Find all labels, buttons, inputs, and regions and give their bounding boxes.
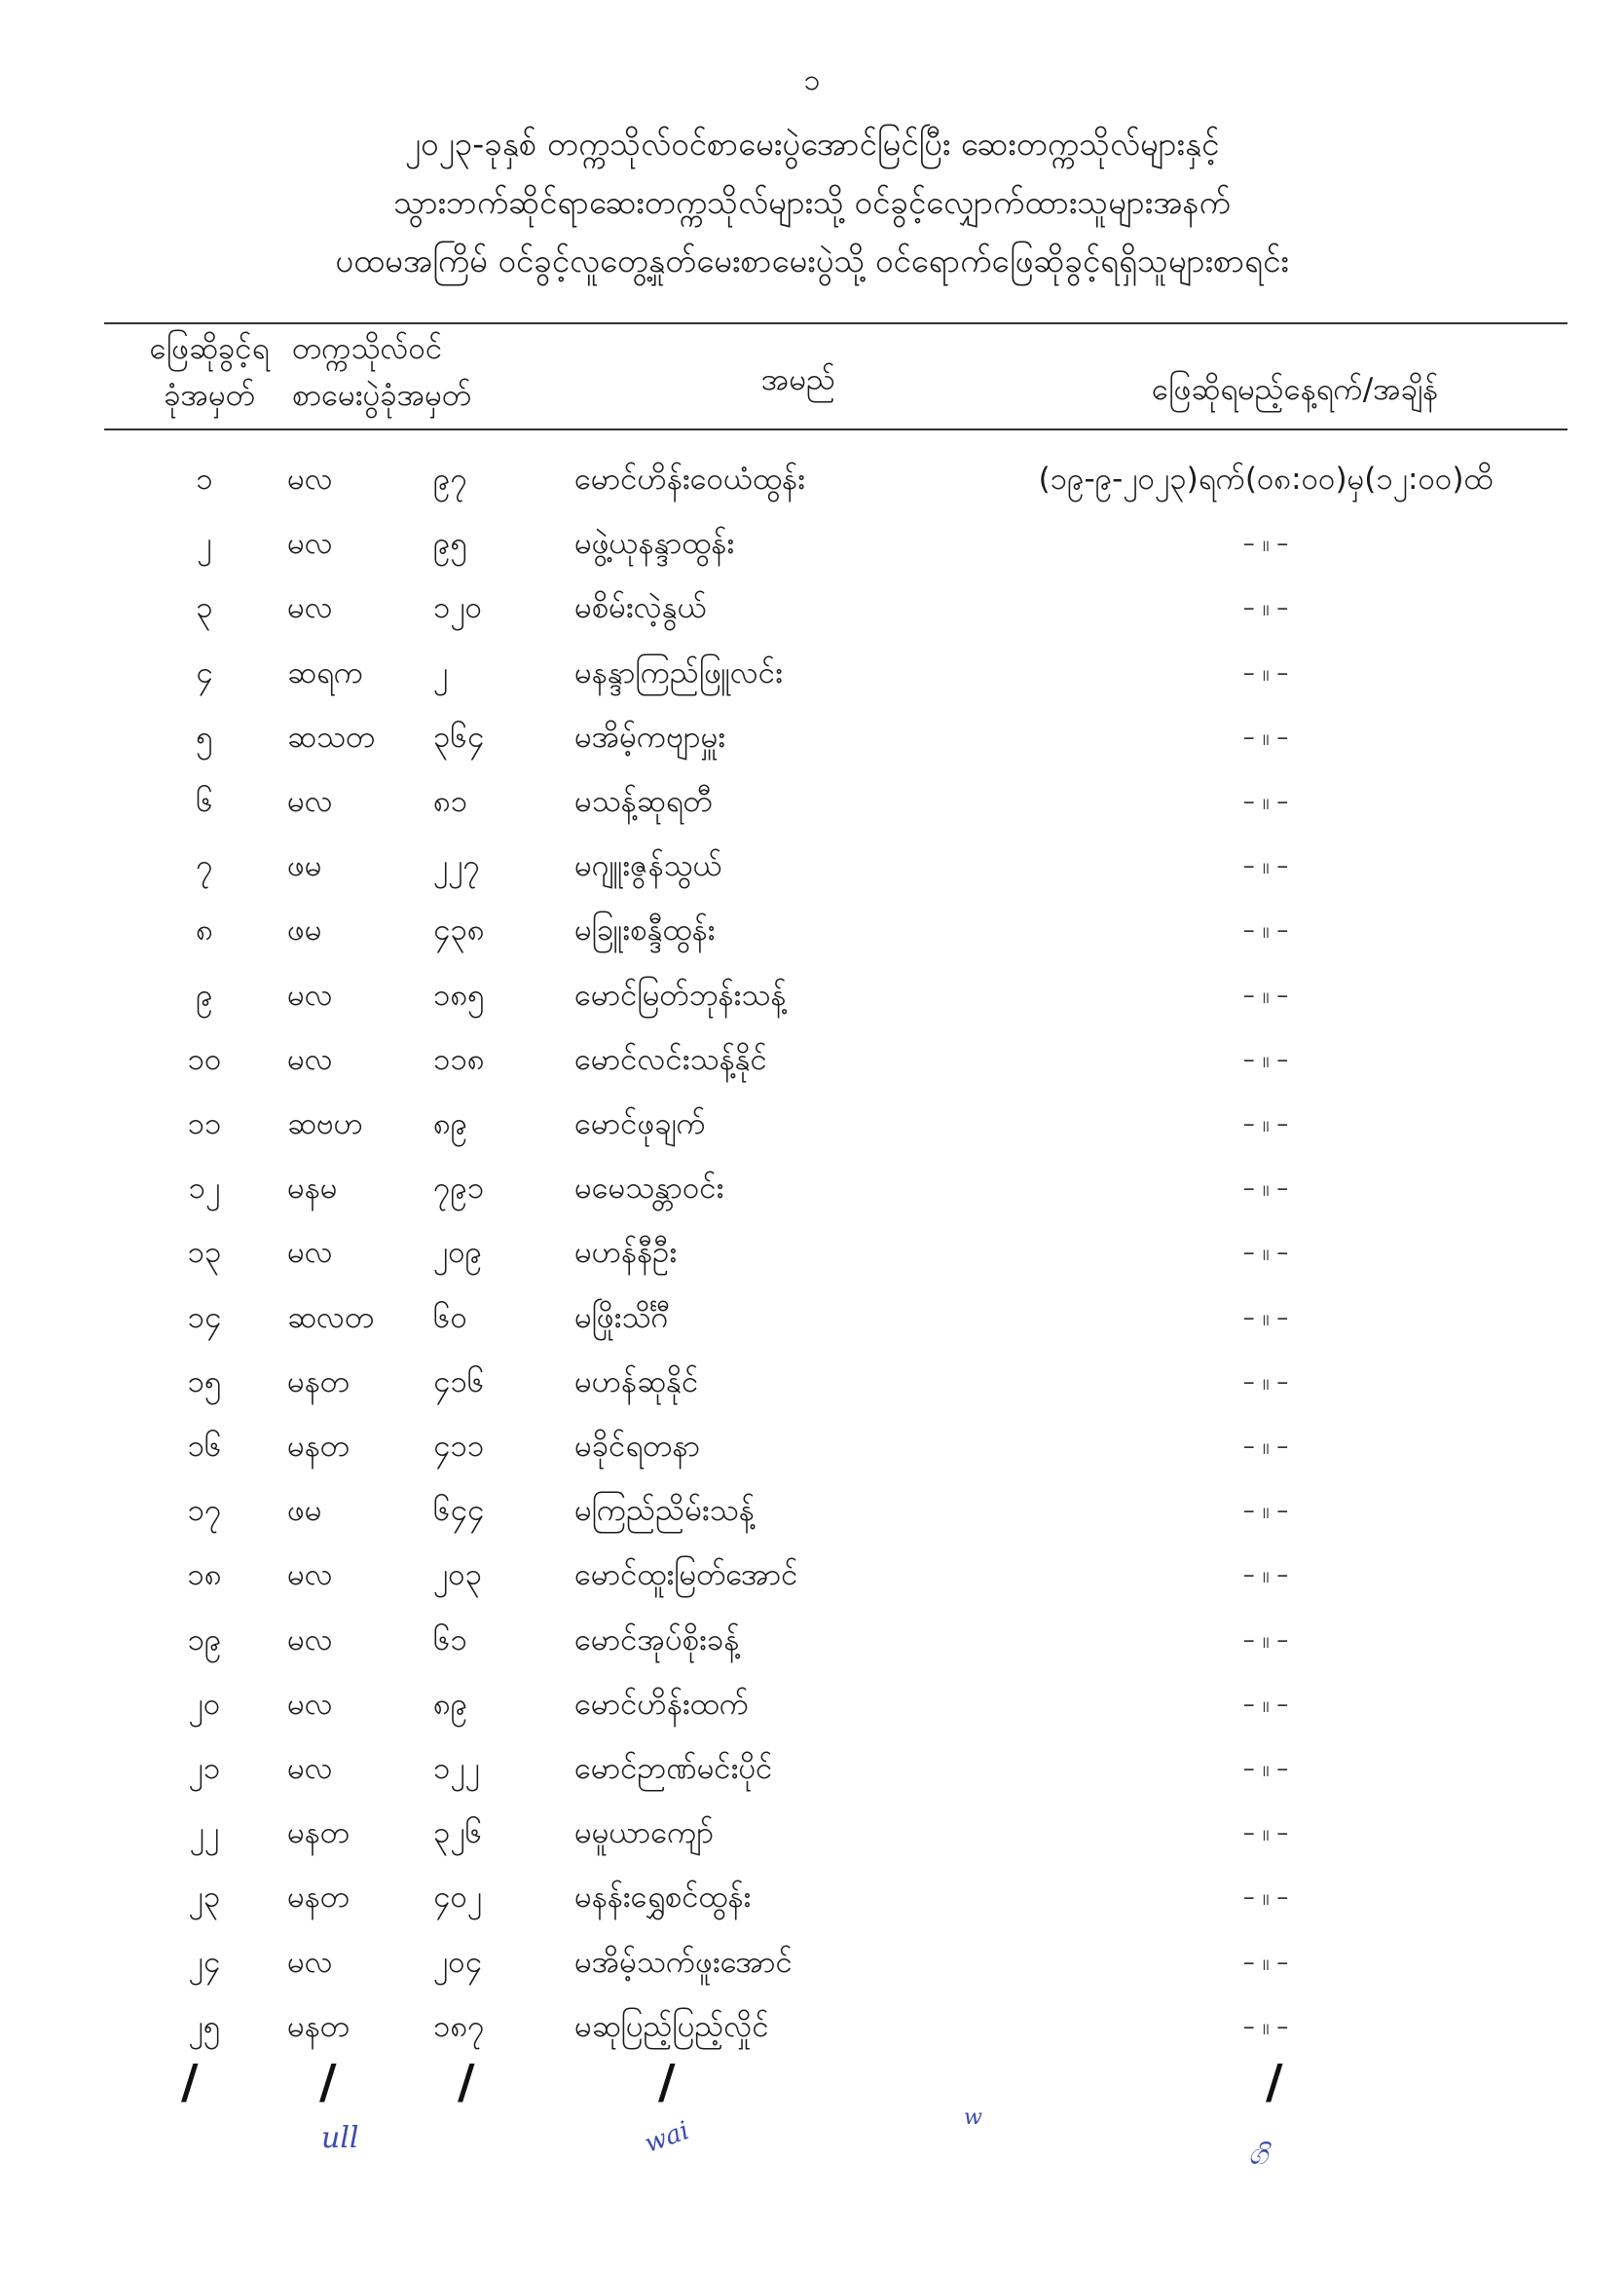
cell-name: မောင်ဟိန်းဝေယံထွန်း [574, 462, 805, 497]
header-name: အမည် [760, 362, 836, 397]
title-line-2: သွားဘက်ဆိုင်ရာဆေးတက္ကသိုလ်များသို့ ဝင်ခွင့်လျှောက်ထားသူများအနက် [393, 183, 1231, 221]
cell-department: မလ [287, 590, 333, 626]
cell-exam-roll: ၁၂၂ [433, 1751, 480, 1786]
cell-seat-no: ၁၅ [187, 1363, 222, 1399]
cell-exam-roll: ၈၁ [433, 784, 468, 819]
cell-exam-roll: ၁၁၈ [433, 1041, 485, 1077]
cell-seat-no: ၂၅ [188, 2008, 221, 2044]
cell-exam-roll: ၃၂၆ [433, 1815, 483, 1851]
cell-exam-roll: ၁၂၀ [433, 590, 483, 626]
cell-name: မောင်မြတ်ဘုန်းသန့် [574, 977, 787, 1013]
cell-name: မစိမ်းလဲ့နွယ် [574, 590, 707, 626]
cell-department: မလ [287, 1686, 333, 1722]
cell-exam-roll: ၂ [433, 654, 449, 690]
cell-name: မောင်ဟိန်းထက် [574, 1686, 750, 1722]
cell-seat-no: ၄ [196, 654, 213, 690]
table-row [0, 2005, 1624, 2069]
table-row [0, 1553, 1624, 1618]
cell-seat-no: ၈ [196, 912, 213, 949]
cell-exam-roll: ၂၂၇ [433, 848, 480, 884]
cell-department: ဆဗဟ [287, 1106, 364, 1141]
cell-exam-roll: ၄၃၈ [433, 912, 485, 949]
cell-name: မဖွဲ့ယုနန္ဒာထွန်း [574, 526, 735, 562]
cell-date-time: – ။ – [1242, 1174, 1289, 1203]
cell-seat-no: ၂၄ [188, 1944, 221, 1980]
cell-department: ဆသတ [287, 719, 376, 755]
cell-date-time: – ။ – [1242, 1948, 1289, 1976]
table-row [0, 909, 1624, 973]
cell-date-time: – ။ – [1242, 852, 1289, 880]
cell-department: မလ [287, 1041, 333, 1077]
cell-department: မလ [287, 526, 333, 562]
cell-name: မောင်ဖုချက် [574, 1106, 706, 1141]
cell-name: မဆုပြည့်ပြည့်လှိုင် [574, 2008, 769, 2044]
table-row [0, 780, 1624, 844]
cell-department: ဆလတ [287, 1299, 375, 1335]
table-row [0, 1683, 1624, 1747]
table-row [0, 1231, 1624, 1295]
cell-seat-no: ၉ [196, 977, 213, 1013]
cell-name: မအိမ့်ကဗျာမှူး [574, 719, 726, 755]
title-line-1: ၂၀၂၃-ခုနှစ် တက္ကသိုလ်ဝင်စာမေးပွဲအောင်မြင်ပြီး ဆေးတက္ကသိုလ်များနှင့် [404, 125, 1220, 163]
cell-date-time: – ။ – [1242, 1561, 1289, 1589]
table-row [0, 1941, 1624, 2005]
header-bottom-rule [104, 428, 1568, 430]
cell-exam-roll: ၆၄၄ [433, 1493, 485, 1529]
table-row [0, 1489, 1624, 1553]
cell-exam-roll: ၉၇ [433, 462, 467, 497]
cell-name: မောင်အုပ်စိုးခန့် [574, 1621, 740, 1657]
cell-date-time: – ။ – [1242, 1819, 1289, 1847]
cell-name: မနန္ဒာကြည်ဖြူလင်း [574, 654, 784, 690]
cell-date-time: – ။ – [1242, 1239, 1289, 1267]
cell-exam-roll: ၉၅ [433, 526, 467, 562]
cell-date-time: – ။ – [1242, 1303, 1289, 1331]
handwritten-initial: ull [321, 2121, 359, 2155]
header-exam-no: တက္ကသိုလ်ဝင် စာမေးပွဲခုံအမှတ် [292, 331, 472, 413]
cell-seat-no: ၁၃ [187, 1235, 222, 1271]
cell-date-time: – ။ – [1242, 1690, 1289, 1718]
cell-date-time: (၁၉-၉-၂၀၂၃)ရက်(၀၈:၀၀)မှ(၁၂:၀၀)ထိ [1038, 462, 1494, 497]
cell-seat-no: ၁၇ [187, 1493, 222, 1529]
cell-department: မနတ [287, 1815, 350, 1851]
cell-department: မလ [287, 977, 333, 1013]
cell-seat-no: ၁ [196, 462, 213, 497]
page-number: ၁ [803, 63, 821, 97]
cell-name: မကြည်ညိမ်းသန့် [574, 1493, 755, 1529]
cell-exam-roll: ၄၁၁ [433, 1429, 485, 1464]
cell-seat-no: ၅ [196, 719, 213, 755]
cell-exam-roll: ၈၉ [433, 1686, 468, 1722]
cell-seat-no: ၁၈ [187, 1557, 222, 1593]
header-date-time: ဖြေဆိုရမည့်နေ့ရက်/အချိန် [1151, 372, 1439, 407]
cell-date-time: – ။ – [1242, 788, 1289, 815]
cell-seat-no: ၁၄ [187, 1299, 222, 1335]
handwritten-initial: ගි [1248, 2139, 1269, 2171]
cell-date-time: – ။ – [1242, 1755, 1289, 1782]
cell-name: မောင်ထူးမြတ်အောင် [574, 1557, 798, 1593]
cell-name: မဂျူးဇွန်သွယ် [574, 848, 722, 884]
cell-seat-no: ၃ [196, 590, 213, 626]
handwritten-initial: wai [641, 2116, 693, 2159]
table-row [0, 586, 1624, 651]
cell-exam-roll: ၃၆၄ [433, 719, 485, 755]
cell-exam-roll: ၂၀၄ [433, 1944, 483, 1980]
cell-department: မလ [287, 1621, 333, 1657]
cell-exam-roll: ၁၈၇ [433, 2008, 485, 2044]
cell-exam-roll: ၆၀ [433, 1299, 467, 1335]
cell-name: မမေသန္တာဝင်း [574, 1171, 724, 1207]
closing-slash: / [319, 2055, 337, 2109]
cell-name: မဟန်နီဦး [574, 1235, 678, 1271]
cell-name: မဖြိုးသိင်္ဂီ [574, 1299, 670, 1335]
cell-department: မနတ [287, 2008, 350, 2044]
table-row [0, 1619, 1624, 1683]
cell-seat-no: ၂၀ [188, 1686, 221, 1722]
cell-seat-no: ၇ [196, 848, 213, 884]
cell-name: မခြူးစန္ဒီထွန်း [574, 912, 716, 949]
closing-slash: / [181, 2055, 199, 2109]
closing-slash: / [1266, 2055, 1283, 2109]
cell-seat-no: ၂၃ [188, 1880, 221, 1916]
cell-department: မနတ [287, 1363, 350, 1399]
table-row [0, 652, 1624, 716]
cell-department: မလ [287, 784, 333, 819]
cell-exam-roll: ၄၀၂ [433, 1880, 483, 1916]
header-seat-no: ဖြေဆိုခွင့်ရ ခုံအမှတ် [149, 331, 270, 413]
table-row [0, 522, 1624, 586]
cell-date-time: – ။ – [1242, 1433, 1289, 1460]
table-row [0, 1425, 1624, 1489]
cell-date-time: – ။ – [1242, 1883, 1289, 1912]
title-line-3: ပထမအကြိမ် ဝင်ခွင့်လူတွေ့နှုတ်မေးစာမေးပွဲသို့ ဝင်ရောက်ဖြေဆိုခွင့်ရရှိသူများစာရင်း [335, 242, 1289, 279]
cell-date-time: – ။ – [1242, 1045, 1289, 1073]
table-row [0, 844, 1624, 909]
table-row [0, 1747, 1624, 1811]
cell-name: မခိုင်ရတနာ [574, 1429, 701, 1464]
cell-seat-no: ၆ [196, 784, 213, 819]
cell-department: မနမ [287, 1171, 338, 1207]
table-row [0, 1038, 1624, 1102]
cell-department: ဖမ [287, 848, 322, 884]
cell-date-time: – ။ – [1242, 1625, 1289, 1654]
cell-department: မလ [287, 1751, 333, 1786]
table-row [0, 1360, 1624, 1425]
cell-department: ဖမ [287, 1493, 322, 1529]
cell-name: မအိမ့်သက်ဖူးအောင် [574, 1944, 793, 1980]
cell-name: မနန်းရွှေစင်ထွန်း [574, 1880, 752, 1916]
cell-exam-roll: ၄၁၆ [433, 1363, 485, 1399]
cell-date-time: – ။ – [1242, 530, 1289, 558]
table-row [0, 1876, 1624, 1940]
cell-department: ဖမ [287, 912, 322, 949]
cell-date-time: – ။ – [1242, 658, 1289, 687]
cell-department: ဆရက [287, 654, 364, 690]
cell-date-time: – ။ – [1242, 1367, 1289, 1396]
cell-seat-no: ၁၉ [187, 1621, 222, 1657]
cell-seat-no: ၂ [197, 526, 212, 562]
cell-date-time: – ။ – [1242, 916, 1289, 945]
handwritten-initial: w [964, 2105, 982, 2130]
cell-exam-roll: ၁၈၅ [433, 977, 485, 1013]
cell-exam-roll: ၂၀၃ [433, 1557, 483, 1593]
table-row [0, 1296, 1624, 1360]
cell-name: မသန့်ဆုရတီ [574, 784, 713, 819]
table-row [0, 1167, 1624, 1231]
table-row [0, 458, 1624, 522]
cell-name: မမူယာကျော် [574, 1815, 715, 1851]
table-top-rule [104, 322, 1568, 324]
table-row [0, 1102, 1624, 1167]
cell-exam-roll: ၇၉၁ [433, 1171, 485, 1207]
cell-department: မလ [287, 1944, 333, 1980]
cell-exam-roll: ၆၁ [433, 1621, 467, 1657]
cell-exam-roll: ၈၉ [433, 1106, 468, 1141]
cell-date-time: – ။ – [1242, 723, 1289, 751]
table-row [0, 716, 1624, 780]
cell-seat-no: ၁၂ [188, 1171, 221, 1207]
cell-department: မလ [287, 462, 333, 497]
cell-seat-no: ၁၀ [187, 1041, 222, 1077]
closing-slash: / [658, 2055, 676, 2109]
cell-department: မလ [287, 1235, 333, 1271]
cell-seat-no: ၂၁ [188, 1751, 221, 1786]
cell-seat-no: ၁၆ [187, 1429, 222, 1464]
cell-department: မနတ [287, 1429, 350, 1464]
table-row [0, 974, 1624, 1038]
cell-department: မနတ [287, 1880, 350, 1916]
cell-name: မဟန်ဆုနိုင် [574, 1363, 699, 1399]
cell-date-time: – ။ – [1242, 2012, 1289, 2040]
cell-seat-no: ၂၂ [189, 1815, 220, 1851]
cell-name: မောင်လင်းသန့်နိုင် [574, 1041, 767, 1077]
table-row [0, 1811, 1624, 1876]
cell-exam-roll: ၂၀၉ [433, 1235, 483, 1271]
closing-slash: / [458, 2055, 475, 2109]
cell-date-time: – ။ – [1242, 981, 1289, 1009]
cell-department: မလ [287, 1557, 333, 1593]
cell-date-time: – ။ – [1242, 1110, 1289, 1137]
cell-date-time: – ။ – [1242, 594, 1289, 622]
cell-seat-no: ၁၁ [187, 1106, 222, 1141]
cell-name: မောင်ဉာဏ်မင်းပိုင် [574, 1751, 773, 1786]
cell-date-time: – ။ – [1242, 1497, 1289, 1525]
